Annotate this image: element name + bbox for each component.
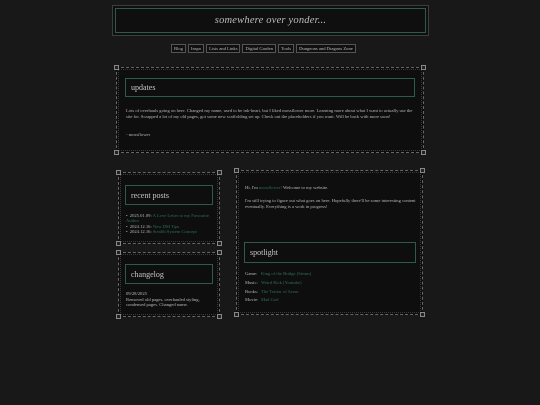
nav-inspo-button[interactable]: Inspo xyxy=(188,44,204,53)
recent-posts-title: recent posts xyxy=(131,190,169,200)
spotlight-row xyxy=(245,279,311,288)
recent-posts-heading xyxy=(125,185,213,205)
greeting-prefix: Hi, I'm xyxy=(245,185,259,190)
ornament-corner-icon xyxy=(234,312,239,317)
spotlight-heading xyxy=(244,242,416,263)
post-date: 2024.12.16: xyxy=(129,223,152,229)
spotlight-link[interactable]: Mad God xyxy=(261,297,279,303)
ornament-corner-icon xyxy=(421,65,426,70)
intro-panel xyxy=(236,170,423,315)
ornament-corner-icon xyxy=(420,312,425,317)
spotlight-row xyxy=(245,288,311,297)
intro-greeting xyxy=(245,185,415,191)
updates-body: Lots of overhauls going on here. Changed my name, used to be ink-heart, but I liked mossflower more. Learning more about what I want to actually use the site for. Scrapped a lot of my old pages, got some new scaffolding set up. Check out the placeholders if you want. Will be back with more soon! xyxy=(126,108,413,119)
spotlight-link[interactable]: King of the Bridge (Steam) xyxy=(261,271,312,276)
ornament-corner-icon xyxy=(116,250,121,255)
post-date: 2024.12.16: xyxy=(129,229,152,235)
recent-posts-panel xyxy=(118,172,220,244)
spotlight-row xyxy=(245,296,311,305)
spotlight-link[interactable]: The Traitor of Arnor xyxy=(261,288,299,294)
author-name-link[interactable]: mossflower! xyxy=(258,185,282,190)
post-link[interactable]: Stealth System Concept xyxy=(152,229,197,235)
intro-body: I'm still trying to figure out what goes on here. Hopefully there'll be some interesting content eventually. Everything is a work in progress! xyxy=(245,198,416,209)
nav-dnd-zone-button[interactable]: Dungeons and Dragons Zone xyxy=(296,44,356,53)
spotlight-label: Music: xyxy=(245,279,258,285)
spotlight-label: Books: xyxy=(245,288,259,294)
updates-heading xyxy=(125,78,415,97)
ornament-corner-icon xyxy=(114,150,119,155)
spotlight-label: Movie: xyxy=(245,297,259,303)
ornament-corner-icon xyxy=(116,314,121,319)
ornament-corner-icon xyxy=(217,314,222,319)
updates-panel xyxy=(116,67,424,153)
nav-digital-garden-button[interactable]: Digital Garden xyxy=(242,44,275,53)
ornament-corner-icon xyxy=(421,150,426,155)
nav-lists-links-button[interactable]: Lists and Links xyxy=(206,44,240,53)
nav-tools-button[interactable]: Tools xyxy=(278,44,294,53)
nav-blog-button[interactable]: Blog xyxy=(171,44,186,53)
changelog-date: 09/28/2025 xyxy=(126,291,147,296)
spotlight-row xyxy=(245,270,311,279)
changelog-title: changelog xyxy=(131,269,164,279)
changelog-entry xyxy=(126,291,216,308)
greeting-suffix: Welcome to my website. xyxy=(281,185,329,190)
changelog-panel xyxy=(118,252,220,317)
ornament-corner-icon xyxy=(116,241,121,246)
spotlight-label: Game: xyxy=(245,271,258,276)
updates-signature: - mossflower xyxy=(126,132,151,137)
bullet-icon: • xyxy=(126,213,128,218)
list-item xyxy=(126,213,218,224)
main-nav xyxy=(171,44,356,53)
site-title: somewhere over yonder... xyxy=(214,15,327,26)
spotlight-list xyxy=(245,270,311,305)
changelog-heading xyxy=(125,264,213,284)
site-header xyxy=(112,5,429,36)
ornament-corner-icon xyxy=(116,170,121,175)
changelog-body: Removed old pages, overhauled styling, condensed pages. Changed name. xyxy=(126,296,200,308)
updates-title: updates xyxy=(131,83,156,92)
spotlight-link[interactable]: Weird Rick (Youtube) xyxy=(261,279,302,285)
site-header-inner xyxy=(115,8,426,33)
post-date: 2025.01.09: xyxy=(129,213,152,218)
ornament-corner-icon xyxy=(217,250,222,255)
spotlight-title: spotlight xyxy=(250,248,279,257)
ornament-corner-icon xyxy=(114,65,119,70)
list-item xyxy=(126,229,218,234)
ornament-corner-icon xyxy=(234,168,239,173)
ornament-corner-icon xyxy=(420,168,425,173)
bullet-icon: • xyxy=(126,229,128,235)
post-link[interactable]: New DM Tips xyxy=(152,223,180,229)
post-link[interactable]: A Love Letter to my Favourite Author xyxy=(126,213,209,224)
ornament-corner-icon xyxy=(217,170,222,175)
ornament-corner-icon xyxy=(217,241,222,246)
bullet-icon: • xyxy=(126,223,128,229)
recent-posts-list xyxy=(126,213,218,235)
